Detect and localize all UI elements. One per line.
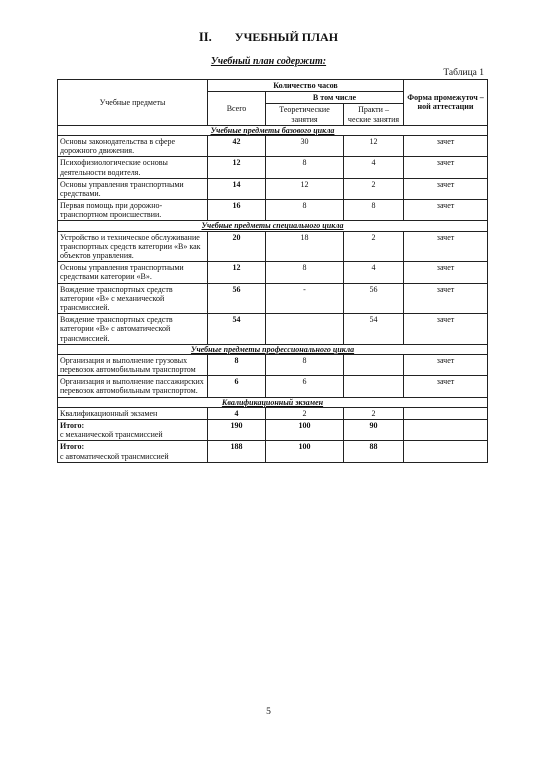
section-title: Учебные предметы специального цикла <box>58 221 488 231</box>
attestation-cell: зачет <box>404 314 488 345</box>
col-header-practice: Практи – ческие занятия <box>344 104 404 125</box>
subject-cell: Психофизиологические основы деятельности водителя. <box>58 157 208 178</box>
totals-sublabel: с механической трансмиссией <box>60 430 163 440</box>
theory-hours-cell: 2 <box>266 407 344 419</box>
subject-cell: Организация и выполнение грузовых перевозок автомобильным транспортом <box>58 354 208 375</box>
theory-hours-cell: 12 <box>266 178 344 199</box>
theory-hours-cell: 8 <box>266 200 344 221</box>
attestation-cell: зачет <box>404 354 488 375</box>
theory-hours-cell: 18 <box>266 231 344 262</box>
practice-hours-cell: 12 <box>344 135 404 156</box>
theory-hours-cell: - <box>266 283 344 314</box>
total-hours-cell: 6 <box>208 376 266 397</box>
practice-hours-cell: 90 <box>344 420 404 441</box>
table-row <box>58 231 488 262</box>
table-subtitle: Учебный план содержит: <box>210 56 327 67</box>
table-row <box>58 283 488 314</box>
total-hours-cell: 12 <box>208 262 266 283</box>
theory-hours-cell: 100 <box>266 441 344 462</box>
section-title: Учебные предметы профессионального цикла <box>58 344 488 354</box>
section-row <box>58 397 488 407</box>
col-header-total: Всего <box>208 92 266 126</box>
table-row <box>58 200 488 221</box>
totals-row <box>58 441 488 462</box>
practice-hours-cell <box>344 354 404 375</box>
section-title: Учебные предметы базового цикла <box>58 125 488 135</box>
table-row <box>58 157 488 178</box>
table-row <box>58 376 488 397</box>
attestation-cell: зачет <box>404 200 488 221</box>
table-row <box>58 262 488 283</box>
col-header-including: В том числе <box>266 92 404 104</box>
page-number: 5 <box>266 707 271 717</box>
total-hours-cell: 54 <box>208 314 266 345</box>
subject-cell: Вождение транспортных средств категории «В» с механической трансмиссией. <box>58 283 208 314</box>
total-hours-cell: 14 <box>208 178 266 199</box>
totals-label-cell <box>58 420 208 441</box>
section-row <box>58 125 488 135</box>
total-hours-cell: 4 <box>208 407 266 419</box>
section-row <box>58 344 488 354</box>
practice-hours-cell: 2 <box>344 231 404 262</box>
total-hours-cell: 20 <box>208 231 266 262</box>
subject-cell: Основы управления транспортными средствами категории «В». <box>58 262 208 283</box>
theory-hours-cell: 30 <box>266 135 344 156</box>
section-title: Квалификационный экзамен <box>58 397 488 407</box>
practice-hours-cell <box>344 376 404 397</box>
subject-cell: Организация и выполнение пассажирских перевозок автомобильным транспортом. <box>58 376 208 397</box>
attestation-cell: зачет <box>404 135 488 156</box>
theory-hours-cell: 8 <box>266 157 344 178</box>
table-label: Таблица 1 <box>443 68 484 78</box>
section-row <box>58 221 488 231</box>
totals-row <box>58 420 488 441</box>
subject-cell: Квалификационный экзамен <box>58 407 208 419</box>
col-header-theory: Теоретические занятия <box>266 104 344 125</box>
total-hours-cell: 16 <box>208 200 266 221</box>
total-hours-cell: 8 <box>208 354 266 375</box>
theory-hours-cell: 8 <box>266 262 344 283</box>
attestation-cell: зачет <box>404 262 488 283</box>
section-heading <box>0 30 537 45</box>
col-header-hours: Количество часов <box>208 80 404 92</box>
col-header-subjects: Учебные предметы <box>58 80 208 126</box>
practice-hours-cell: 88 <box>344 441 404 462</box>
totals-label-cell <box>58 441 208 462</box>
attestation-cell: зачет <box>404 231 488 262</box>
practice-hours-cell: 2 <box>344 407 404 419</box>
totals-sublabel: с автоматической трансмиссией <box>60 451 169 461</box>
practice-hours-cell: 54 <box>344 314 404 345</box>
table-row <box>58 178 488 199</box>
total-hours-cell: 42 <box>208 135 266 156</box>
total-hours-cell: 12 <box>208 157 266 178</box>
practice-hours-cell: 4 <box>344 262 404 283</box>
table-row <box>58 407 488 419</box>
col-header-attestation: Форма промежуточ – ной аттестации <box>404 80 488 126</box>
totals-label: Итого: <box>60 421 85 430</box>
attestation-cell <box>404 420 488 441</box>
total-hours-cell: 188 <box>208 441 266 462</box>
subject-cell: Основы законодательства в сфере дорожного движения. <box>58 135 208 156</box>
attestation-cell: зачет <box>404 376 488 397</box>
subject-cell: Устройство и техническое обслуживание транспортных средств категории «В» как объектов управления. <box>58 231 208 262</box>
theory-hours-cell <box>266 314 344 345</box>
attestation-cell: зачет <box>404 178 488 199</box>
subject-cell: Основы управления транспортными средствами. <box>58 178 208 199</box>
totals-label: Итого: <box>60 442 85 452</box>
practice-hours-cell: 56 <box>344 283 404 314</box>
section-title: УЧЕБНЫЙ ПЛАН <box>234 30 339 44</box>
subject-cell: Вождение транспортных средств категории «В» с автоматической трансмиссией. <box>58 314 208 345</box>
practice-hours-cell: 4 <box>344 157 404 178</box>
theory-hours-cell: 6 <box>266 376 344 397</box>
table-row <box>58 354 488 375</box>
table-row <box>58 135 488 156</box>
subject-cell: Первая помощь при дорожно-транспортном происшествии. <box>58 200 208 221</box>
attestation-cell <box>404 407 488 419</box>
curriculum-table <box>57 79 488 463</box>
attestation-cell <box>404 441 488 462</box>
theory-hours-cell: 100 <box>266 420 344 441</box>
section-number: II. <box>198 30 212 44</box>
attestation-cell: зачет <box>404 157 488 178</box>
total-hours-cell: 56 <box>208 283 266 314</box>
total-hours-cell: 190 <box>208 420 266 441</box>
attestation-cell: зачет <box>404 283 488 314</box>
practice-hours-cell: 8 <box>344 200 404 221</box>
table-row <box>58 314 488 345</box>
practice-hours-cell: 2 <box>344 178 404 199</box>
theory-hours-cell: 8 <box>266 354 344 375</box>
